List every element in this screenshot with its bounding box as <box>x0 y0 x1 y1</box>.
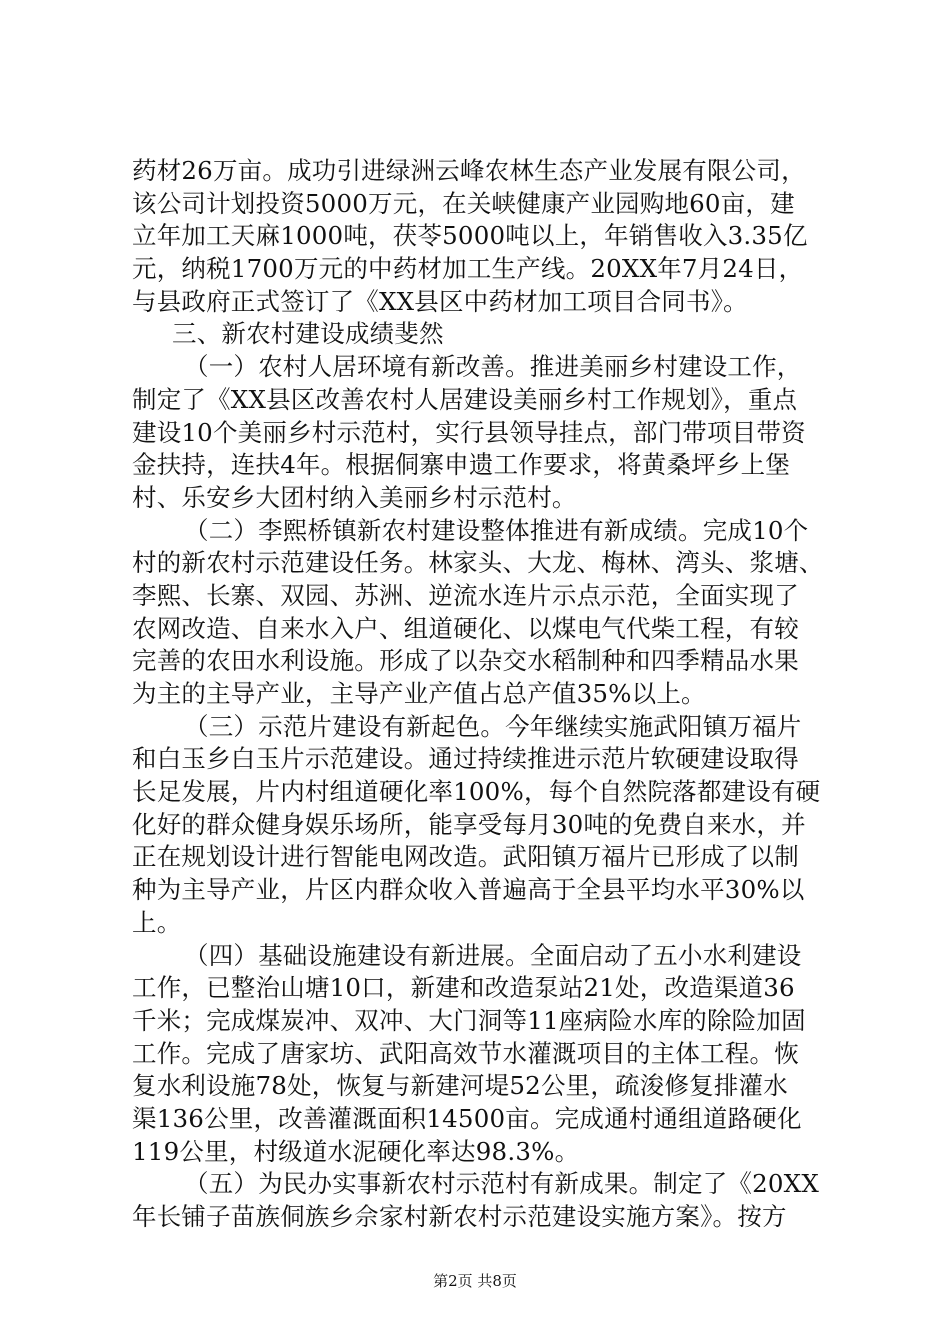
document-body <box>132 155 832 1234</box>
text-line: 长足发展，片内村组道硬化率100%，每个自然院落都建设有硬 <box>132 777 821 807</box>
text-line: 元，纳税1700万元的中药材加工生产线。20XX年7月24日， <box>132 254 804 284</box>
text-line: 李熙、长寨、双园、苏洲、逆流水连片示点示范，全面实现了 <box>132 580 799 610</box>
text-line: 和白玉乡白玉片示范建设。通过持续推进示范片软硬建设取得 <box>132 744 799 774</box>
text-line: 制定了《XX县区改善农村人居建设美丽乡村工作规划》，重点 <box>132 384 798 414</box>
paragraph-first-line: （五）为民办实事新农村示范村有新成果。制定了《20XX <box>184 1169 819 1199</box>
text-line: 完善的农田水利设施。形成了以杂交水稻制种和四季精品水果 <box>132 646 799 676</box>
text-line: 工作。完成了唐家坊、武阳高效节水灌溉项目的主体工程。恢 <box>132 1038 799 1068</box>
text-line: 金扶持，连扶4年。根据侗寨申遗工作要求，将黄桑坪乡上堡 <box>132 450 790 480</box>
text-line: 上。 <box>132 907 182 937</box>
text-line: 该公司计划投资5000万元，在关峡健康产业园购地60亩，建 <box>132 188 795 218</box>
text-line: 立年加工天麻1000吨，茯苓5000吨以上，年销售收入3.35亿 <box>132 221 808 251</box>
text-line: 化好的群众健身娱乐场所，能享受每月30吨的免费自来水，并 <box>132 809 806 839</box>
text-line: 村的新农村示范建设任务。林家头、大龙、梅林、湾头、浆塘、 <box>132 548 824 578</box>
text-line: 村、乐安乡大团村纳入美丽乡村示范村。 <box>132 482 577 512</box>
text-line: 工作，已整治山塘10口，新建和改造泵站21处，改造渠道36 <box>132 973 795 1003</box>
text-line: 与县政府正式签订了《XX县区中药材加工项目合同书》。 <box>132 286 748 316</box>
text-line: 年长铺子苗族侗族乡佘家村新农村示范建设实施方案》。按方 <box>132 1202 787 1231</box>
text-line: 复水利设施78处，恢复与新建河堤52公里，疏浚修复排灌水 <box>132 1071 788 1101</box>
text-line: 农网改造、自来水入户、组道硬化、以煤电气代柴工程，有较 <box>132 613 799 643</box>
paragraph-first-line: （一）农村人居环境有新改善。推进美丽乡村建设工作， <box>184 352 802 382</box>
page-number: 第2页 共8页 <box>433 1272 517 1290</box>
page-footer <box>0 1271 950 1291</box>
paragraph-first-line: （三）示范片建设有新起色。今年继续实施武阳镇万福片 <box>184 711 802 741</box>
text-line: 建设10个美丽乡村示范村，实行县领导挂点，部门带项目带资 <box>132 417 806 447</box>
paragraph-first-line: （二）李熙桥镇新农村建设整体推进有新成绩。完成10个 <box>184 515 809 545</box>
paragraph-first-line: （四）基础设施建设有新进展。全面启动了五小水利建设 <box>184 940 802 970</box>
text-line: 种为主导产业，片区内群众收入普遍高于全县平均水平30%以 <box>132 875 805 905</box>
text-line: 为主的主导产业，主导产业产值占总产值35%以上。 <box>132 679 706 708</box>
text-line: 千米；完成煤炭冲、双冲、大门洞等11座病险水库的除险加固 <box>132 1005 806 1035</box>
text-line: 正在规划设计进行智能电网改造。武阳镇万福片已形成了以制 <box>132 842 799 872</box>
text-line: 药材26万亩。成功引进绿洲云峰农林生态产业发展有限公司， <box>132 156 806 185</box>
text-line: 119公里，村级道水泥硬化率达98.3%。 <box>132 1136 580 1166</box>
section-heading: 三、新农村建设成绩斐然 <box>172 319 444 349</box>
text-line: 渠136公里，改善灌溉面积14500亩。完成通村通组道路硬化 <box>132 1103 802 1133</box>
